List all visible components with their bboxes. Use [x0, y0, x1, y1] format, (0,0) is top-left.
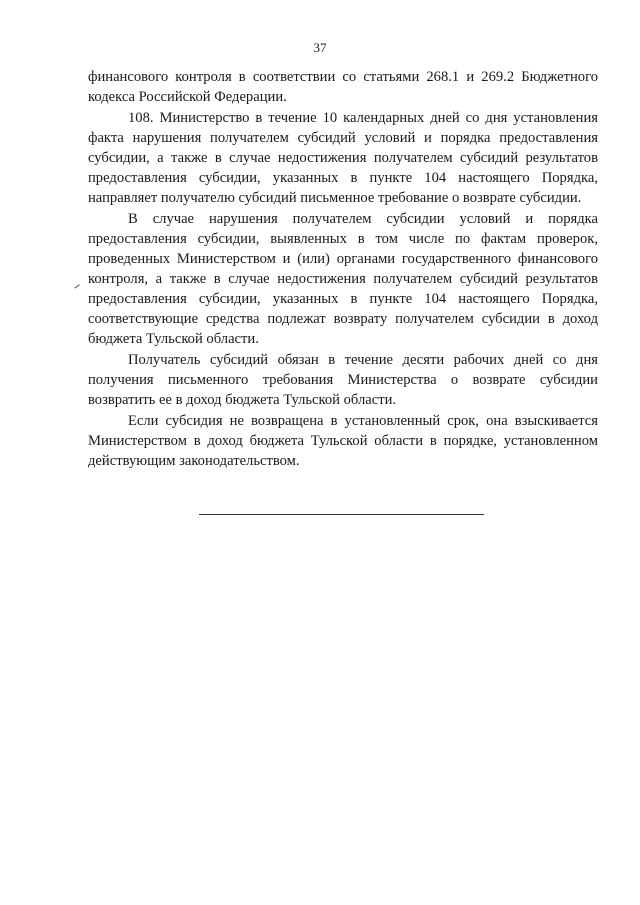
- paragraph-3: В случае нарушения получателем субсидии условий и порядка предоставления субсидии, выявленных в том числе по фактам проверок, проведенных Министерством и (или) органами государственного финансового контроля, а также в случае недостижения получателем субсидий результатов предоставления субсидии, указанных в пункте 104 настоящего Порядка, соответствующие средства подлежат возврату получателем субсидии в доход бюджета Тульской области.: [88, 211, 598, 347]
- paragraph-5: Если субсидия не возвращена в установленный срок, она взыскивается Министерством в доход бюджета Тульской области в порядке, установленном действующим законодательством.: [88, 413, 598, 469]
- paragraph-1: финансового контроля в соответствии со статьями 268.1 и 269.2 Бюджетного кодекса Российской Федерации.: [88, 69, 598, 105]
- paragraph-4: Получатель субсидий обязан в течение десяти рабочих дней со дня получения письменного требования Министерства о возврате субсидии возвратить ее в доход бюджета Тульской области.: [88, 352, 598, 408]
- margin-mark: [74, 284, 79, 288]
- paragraph-2: 108. Министерство в течение 10 календарных дней со дня установления факта нарушения получателем субсидий условий и порядка предоставления субсидии, а также в случае недостижения получателем субсидий результатов предоставления субсидии, указанных в пункте 104 настоящего Порядка, направляет получателю субсидий письменное требование о возврате субсидии.: [88, 110, 598, 206]
- end-separator-line: [199, 514, 484, 515]
- document-body: [88, 67, 598, 472]
- page-number: 37: [313, 40, 327, 55]
